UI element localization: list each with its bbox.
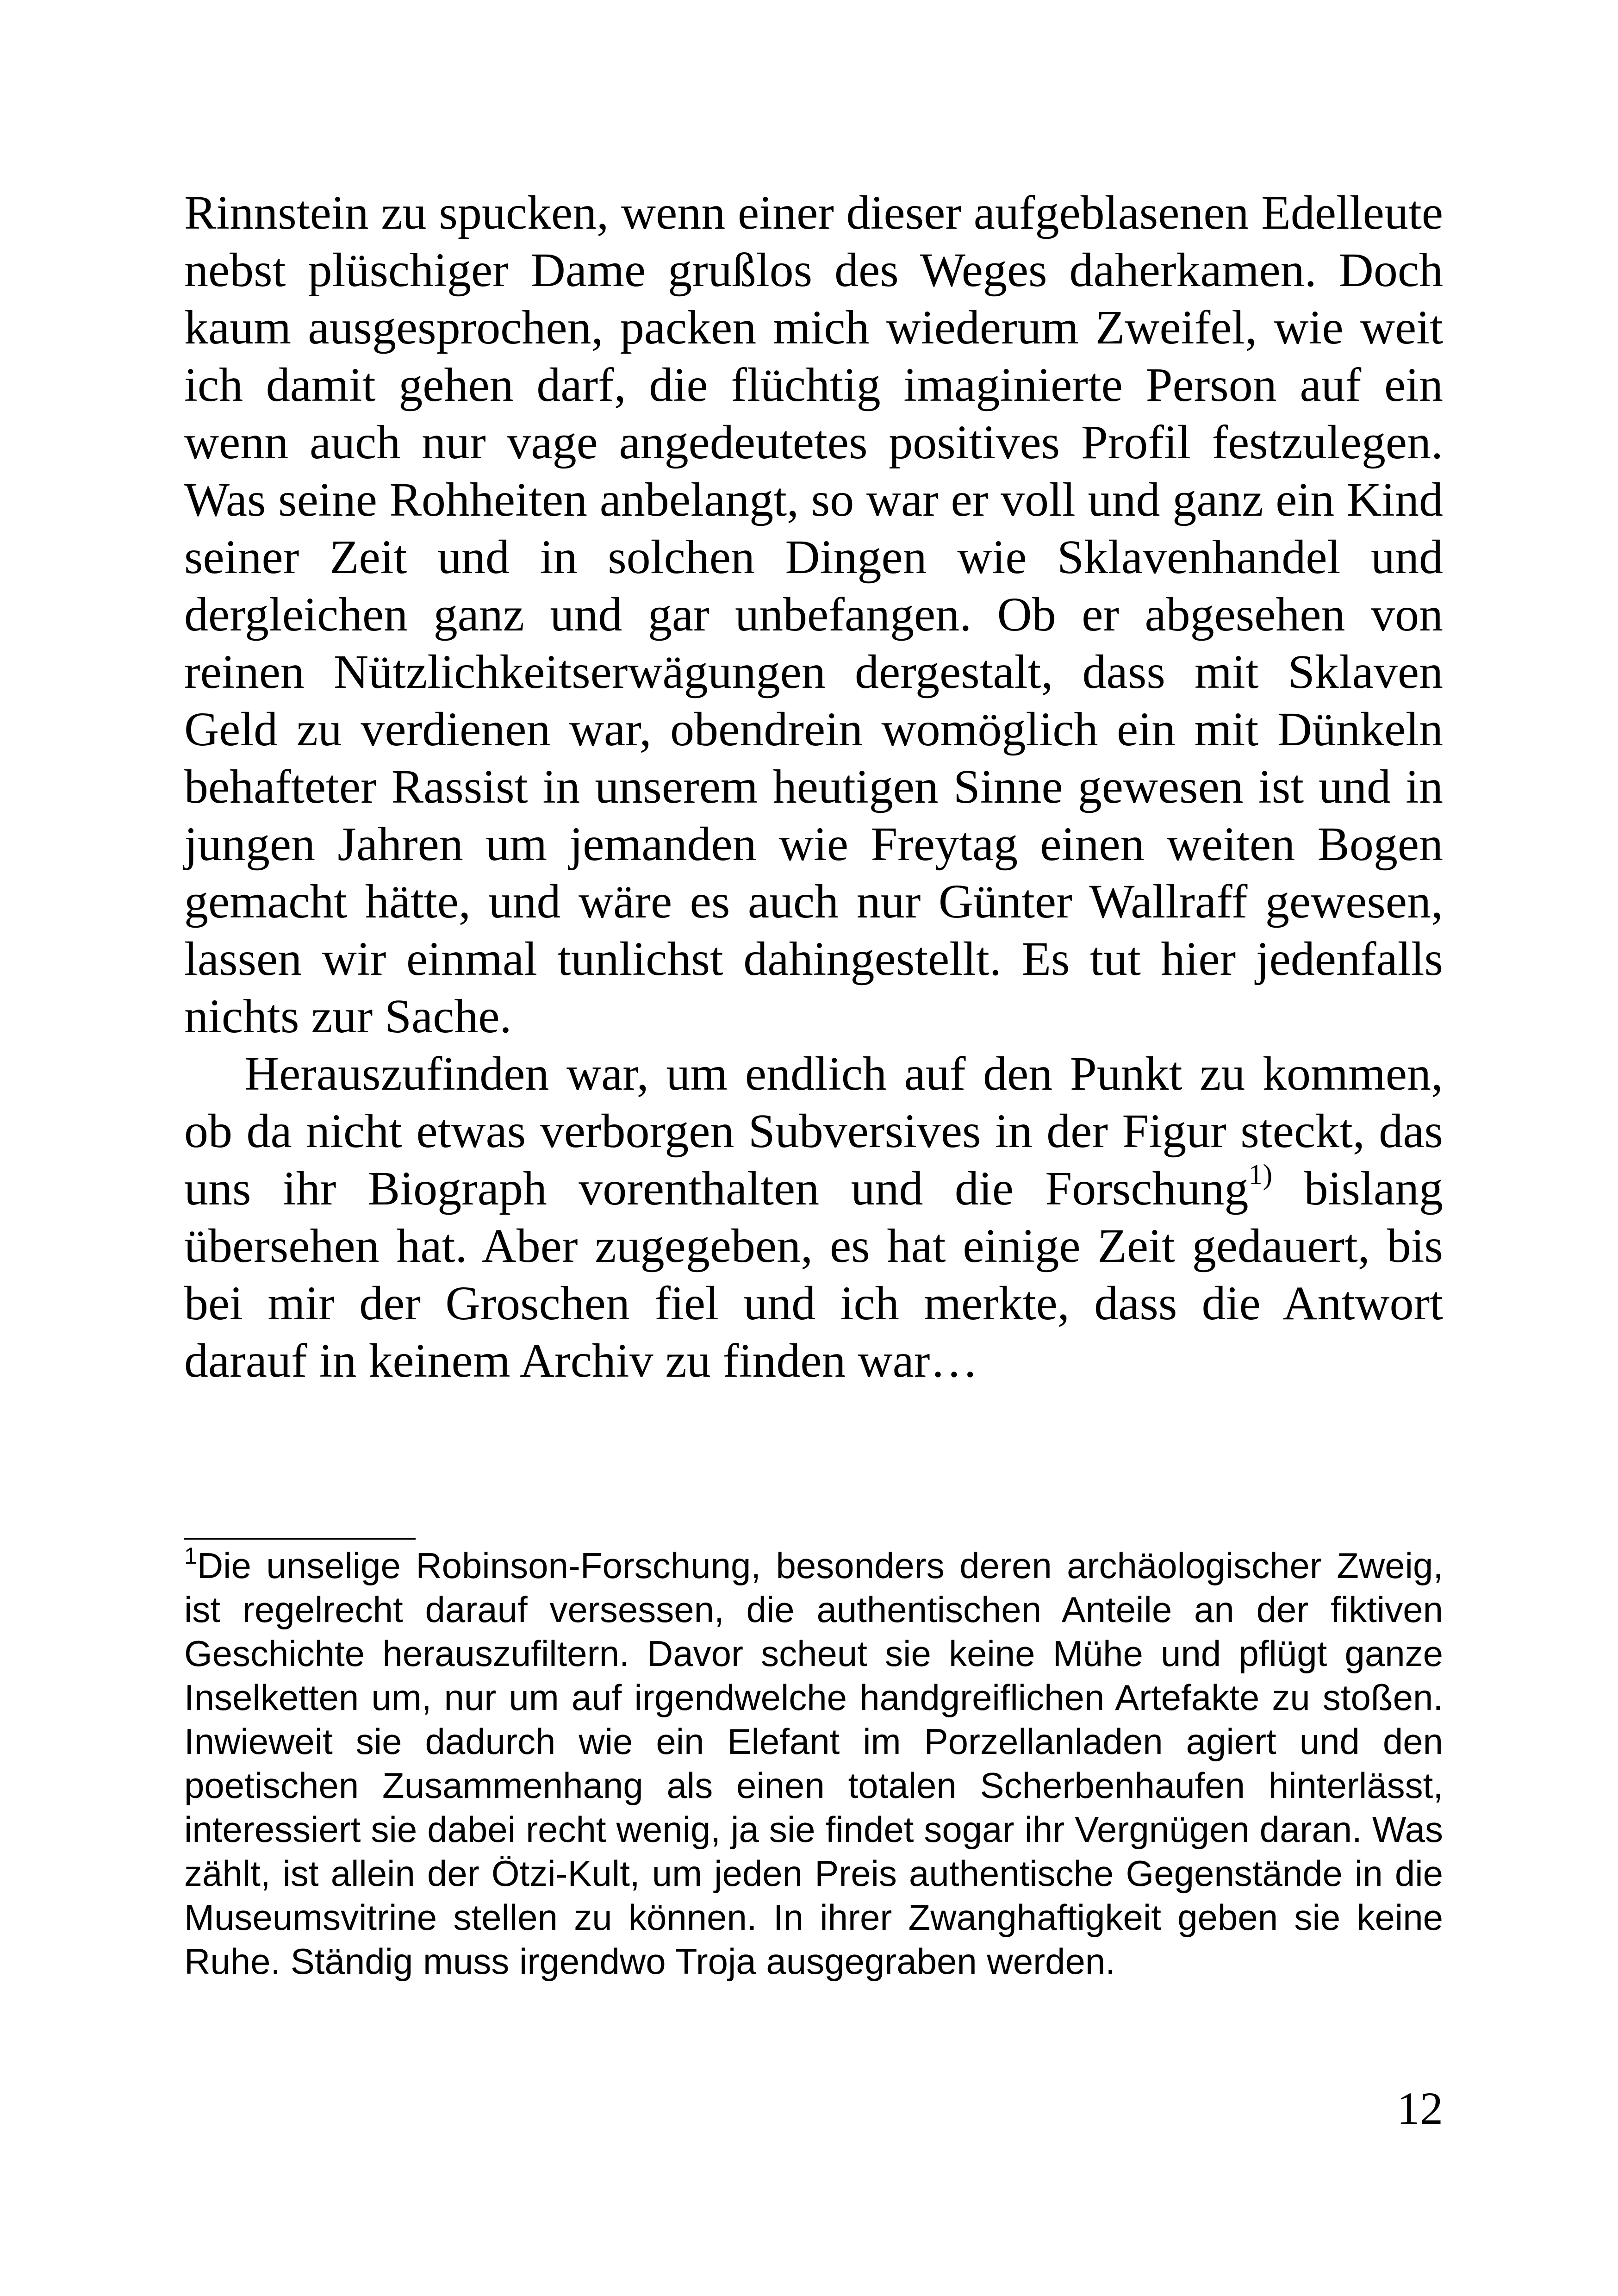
page-number: 12 bbox=[1397, 2083, 1443, 2134]
paragraph-2-text-after: bislang übersehen hat. Aber zugegeben, es hat einige Zeit gedauert, bis bei mir der Groschen fiel und ich merkte, dass die Antwort darauf in keinem Archiv zu finden war… bbox=[184, 1162, 1444, 1387]
paragraph-2-text-before: Herauszufinden war, um endlich auf den Punkt zu kommen, ob da nicht etwas verborgen Subversives in der Figur steckt, das uns ihr Biograph vorenthalten und die Forschung bbox=[184, 1047, 1443, 1215]
footnote-mark: 1 bbox=[184, 1543, 197, 1569]
paragraph-1-text: Rinnstein zu spucken, wenn einer dieser aufgeblasenen Edelleute nebst plüschiger Dame grußlos des Weges daherkamen. Doch kaum ausgesprochen, packen mich wiederum Zweifel, wie weit ich damit gehen darf, die flüchtig imaginierte Person auf ein wenn auch nur vage angedeutetes positives Profil festzulegen. Was seine Rohheiten anbelangt, so war er voll und ganz ein Kind seiner Zeit und in solchen Dingen wie Sklavenhandel und dergleichen ganz und gar unbefangen. Ob er abgesehen von reinen Nützlichkeitserwägungen dergestalt, dass mit Sklaven Geld zu verdienen war, obendrein womöglich ein mit Dünkeln behafteter Rassist in unserem heutigen Sinne gewesen ist und in jungen Jahren um jemanden wie Freytag einen weiten Bogen gemacht hätte, und wäre es auch nur Günter Wallraff gewesen, lassen wir einmal tunlichst dahingestellt. Es tut hier jedenfalls nichts zur Sache. bbox=[184, 186, 1443, 1043]
paragraph-1 bbox=[184, 184, 1443, 1045]
footnote-text: Die unselige Robinson-Forschung, besonders deren archäologischer Zweig, ist regelrecht darauf versessen, die authentischen Anteile an der fiktiven Geschichte herauszufiltern. Davor scheut sie keine Mühe und pflügt ganze Inselketten um, nur um auf irgendwelche handgreiflichen Artefakte zu stoßen. Inwieweit sie dadurch wie ein Elefant im Porzellanladen agiert und den poetischen Zusammenhang als einen totalen Scherbenhaufen hinterlässt, interessiert sie dabei recht wenig, ja sie findet sogar ihr Vergnügen daran. Was zählt, ist allein der Ötzi-Kult, um jeden Preis authentische Gegenstände in die Museumsvitrine stellen zu können. In ihrer Zwanghaftigkeit geben sie keine Ruhe. Ständig muss irgendwo Troja ausgegraben werden. bbox=[184, 1545, 1443, 1982]
footnote-paragraph bbox=[184, 1544, 1443, 1984]
footnote bbox=[184, 1544, 1443, 1984]
footnote-reference[interactable]: 1) bbox=[1248, 1159, 1273, 1191]
paragraph-2 bbox=[184, 1045, 1443, 1390]
body-text bbox=[184, 184, 1443, 1390]
footnote-separator bbox=[184, 1538, 416, 1540]
